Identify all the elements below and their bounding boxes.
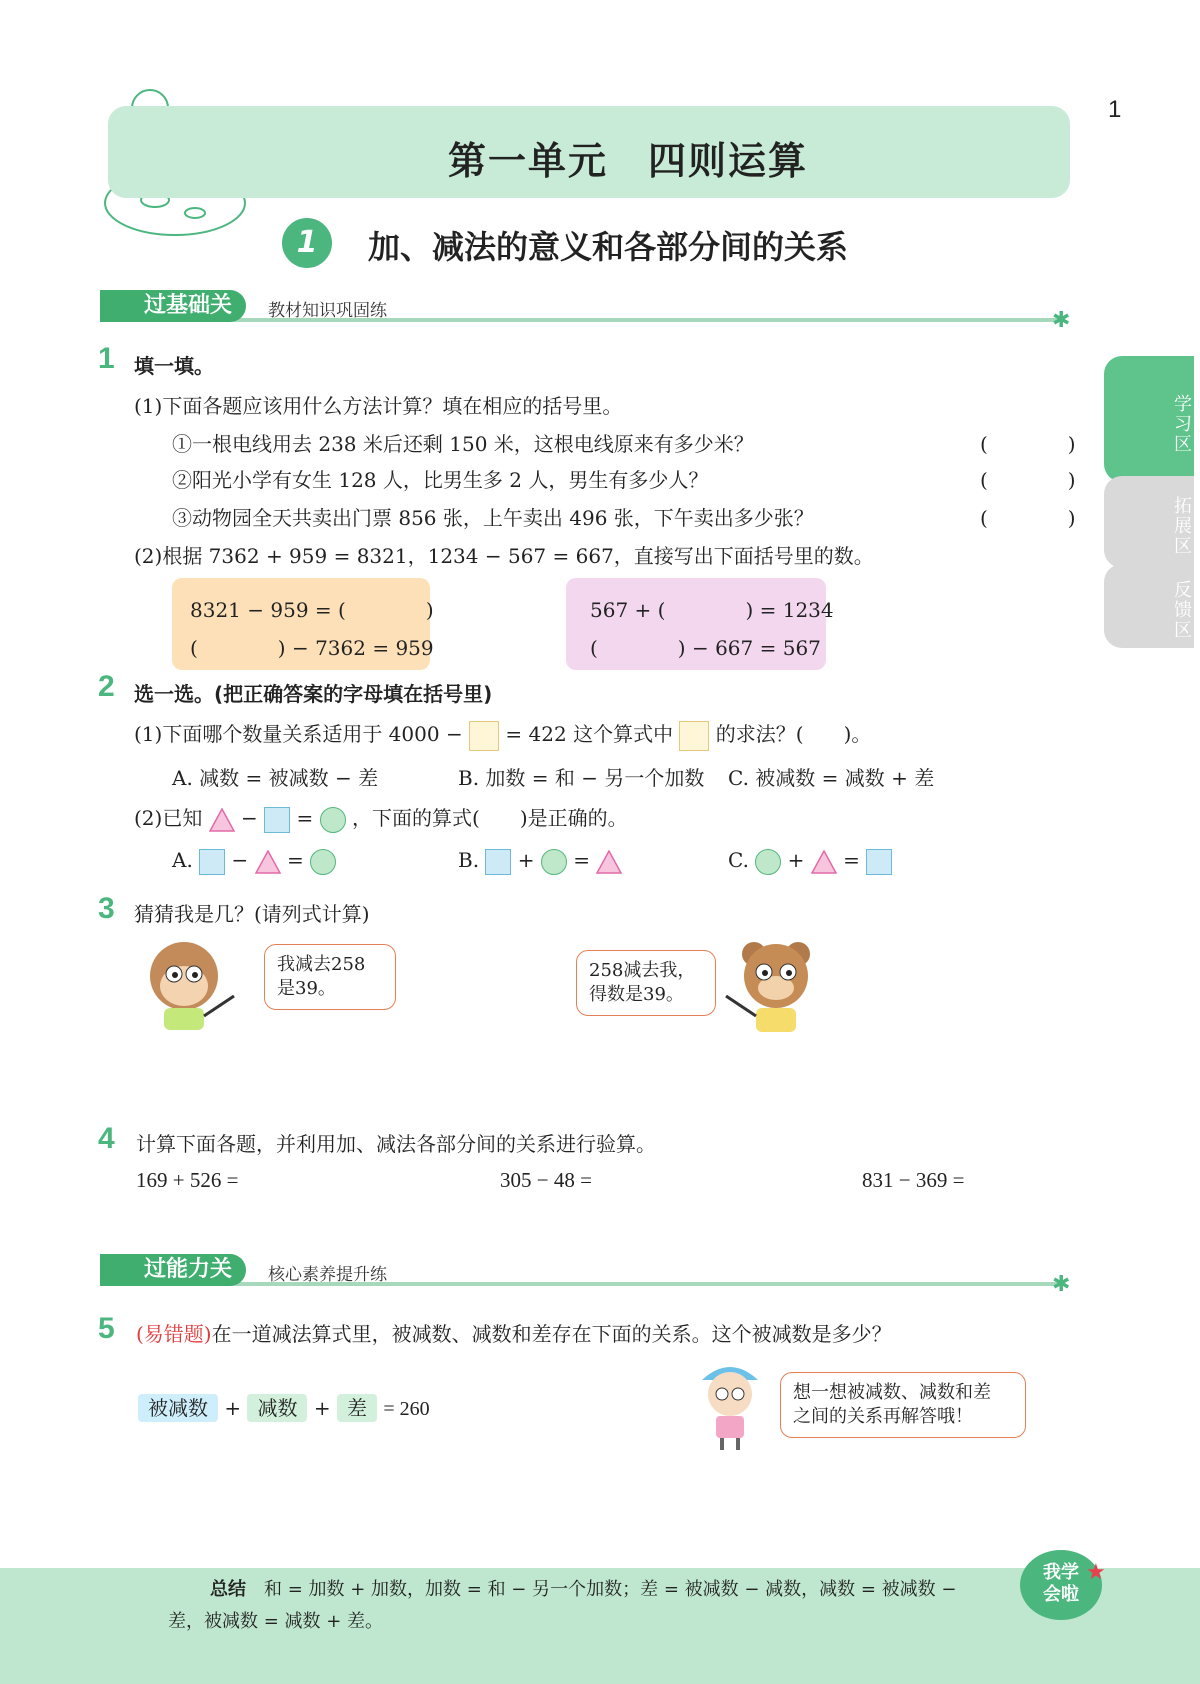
calc-expression: 305 − 48 = (500, 1168, 592, 1192)
question-title: 猜猜我是几？(请列式计算) (134, 902, 370, 926)
term-difference: 差 (337, 1394, 377, 1422)
question-title: 计算下面各题，并利用加、减法各部分间的关系进行验算。 (136, 1132, 656, 1156)
blank-square (679, 721, 709, 751)
question-part: (2)已知 − = ，下面的算式( )是正确的。 (134, 802, 628, 833)
triangle-shape (596, 850, 622, 874)
square-shape (264, 807, 290, 833)
section-subtitle: 核心素养提升练 (268, 1265, 387, 1285)
section-tag: 过能力关 (100, 1254, 246, 1286)
circle-shape (541, 849, 567, 875)
section-tag: 过基础关 (100, 290, 246, 322)
question-number: 4 (98, 1122, 115, 1155)
term-subtrahend: 减数 (247, 1394, 307, 1422)
question-text: 的求法？( )。 (715, 722, 872, 746)
option-label: A. (172, 848, 193, 872)
girl-illustration (694, 1354, 766, 1450)
side-tab-extend[interactable]: 拓展区 (1104, 476, 1194, 568)
question-number: 1 (98, 342, 115, 375)
square-shape (866, 849, 892, 875)
question-text: (1)下面哪个数量关系适用于 4000 − (134, 722, 463, 746)
question-text: 在一道减法算式里，被减数、减数和差存在下面的关系。这个被减数是多少？ (211, 1322, 892, 1346)
question-title: 填一填。 (134, 354, 214, 378)
star-icon: ✱ (1052, 1272, 1071, 1297)
blank-square (469, 721, 499, 751)
question-number: 3 (98, 892, 115, 925)
sub-question: ③动物园全天共卖出门票 856 张，上午卖出 496 张，下午卖出多少张？ (172, 506, 814, 530)
speech-bubble (576, 950, 716, 1016)
page-number: 1 (1108, 96, 1122, 123)
square-shape (485, 849, 511, 875)
fill-equation[interactable]: ( ) − 7362 = 959 (190, 636, 434, 660)
bubble-line: 之间的关系再解答哦！ (793, 1406, 973, 1427)
equals-value: = 260 (383, 1398, 430, 1420)
bubble-line: 是39。 (277, 978, 336, 999)
circle-shape (755, 849, 781, 875)
sub-question: ①一根电线用去 238 米后还剩 150 米，这根电线原来有多少米？ (172, 432, 754, 456)
option-label: C. (728, 848, 749, 872)
hint-bubble (780, 1372, 1026, 1438)
section-divider (100, 318, 1060, 322)
sticker-line: 我学 (1043, 1562, 1079, 1583)
side-tab-study[interactable]: 学习区 (1104, 356, 1194, 482)
circle-shape (320, 807, 346, 833)
square-shape (199, 849, 225, 875)
bubble-line: 得数是39。 (589, 984, 684, 1005)
lesson-title: 加、减法的意义和各部分间的关系 (368, 228, 849, 266)
summary-line (210, 1574, 956, 1606)
fill-equation[interactable]: 567 + ( ) = 1234 (590, 598, 834, 622)
lesson-number-badge: 1 (282, 218, 332, 268)
answer-blank[interactable]: ( ) (980, 468, 1076, 492)
question-part: (1)下面各题应该用什么方法计算？填在相应的括号里。 (134, 394, 623, 418)
bear-illustration (724, 936, 824, 1036)
answer-blank[interactable]: ( ) (980, 506, 1076, 530)
relation-equation (138, 1392, 430, 1421)
fill-equation[interactable]: 8321 − 959 = ( ) (190, 598, 434, 622)
term-minuend: 被减数 (138, 1394, 218, 1422)
question-text: = 422 这个算式中 (505, 722, 674, 746)
calc-expression: 169 + 526 = (136, 1168, 239, 1192)
question-number: 2 (98, 670, 115, 703)
summary-text: 差，被减数 = 减数 + 差。 (168, 1611, 384, 1632)
option-a: A. − = (172, 848, 336, 875)
option-b: B. 加数 = 和 − 另一个加数 (458, 766, 705, 790)
summary-label: 总结 (210, 1579, 246, 1600)
speech-bubble (264, 944, 396, 1010)
side-tab-feedback[interactable]: 反馈区 (1104, 564, 1194, 648)
error-prone-tag: (易错题) (136, 1322, 212, 1346)
question-text: ，下面的算式( )是正确的。 (352, 806, 628, 830)
section-subtitle: 教材知识巩固练 (268, 301, 387, 321)
question-part (134, 718, 871, 751)
option-label: B. (458, 848, 480, 872)
answer-blank[interactable]: ( ) (980, 432, 1076, 456)
question-part: (2)根据 7362 + 959 = 8321，1234 − 567 = 667，直接写出下面括号里的数。 (134, 544, 874, 568)
plus-sign: + (224, 1396, 242, 1420)
star-icon: ✱ (1052, 308, 1071, 333)
option-a: A. 减数 = 被减数 − 差 (172, 766, 379, 790)
fill-equation[interactable]: ( ) − 667 = 567 (590, 636, 821, 660)
question-number: 5 (98, 1312, 115, 1345)
triangle-shape (811, 850, 837, 874)
question-title: 选一选。(把正确答案的字母填在括号里) (134, 682, 493, 706)
bubble-line: 想一想被减数、减数和差 (793, 1382, 991, 1403)
section-divider (100, 1282, 1060, 1286)
option-c: C. 被减数 = 减数 + 差 (728, 766, 935, 790)
bubble-line: 258减去我， (589, 960, 696, 981)
star-icon: ★ (1086, 1560, 1106, 1585)
question-title (136, 1318, 892, 1347)
triangle-shape (255, 850, 281, 874)
circle-shape (310, 849, 336, 875)
question-text: (2)已知 (134, 806, 203, 830)
monkey-illustration (134, 936, 244, 1032)
sub-question: ②阳光小学有女生 128 人，比男生多 2 人，男生有多少人？ (172, 468, 709, 492)
sticker-line: 会啦 (1043, 1584, 1079, 1605)
summary-text: 和 = 加数 + 加数，加数 = 和 − 另一个加数；差 = 被减数 − 减数，减数 = 被减数 − (264, 1579, 957, 1600)
plus-sign: + (313, 1396, 331, 1420)
calc-expression: 831 − 369 = (862, 1168, 965, 1192)
triangle-shape (209, 808, 235, 832)
bubble-line: 我减去258 (277, 954, 366, 975)
option-c: C. + = (728, 848, 892, 875)
option-b: B. + = (458, 848, 622, 875)
unit-title: 第一单元 四则运算 (447, 139, 808, 183)
